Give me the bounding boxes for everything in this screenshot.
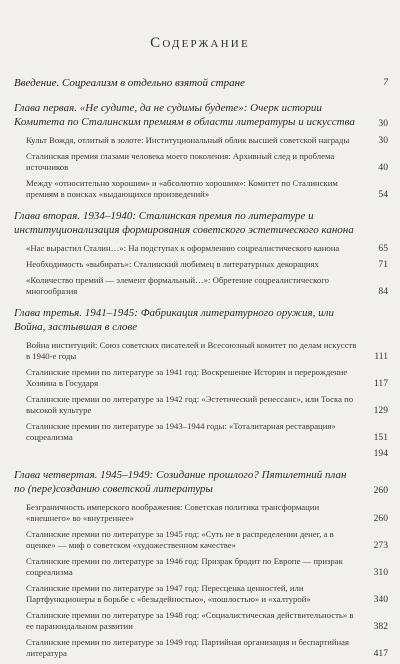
toc-section-title: Сталинские премии по литературе за 1949 год: Партийная организация и беспартийная литература bbox=[26, 637, 350, 658]
toc-chapter-3[interactable] bbox=[14, 306, 388, 334]
toc-section[interactable] bbox=[26, 243, 388, 254]
toc-section-page: 71 bbox=[378, 259, 388, 270]
toc-chapter-4[interactable] bbox=[14, 468, 388, 496]
toc-section-page: 117 bbox=[373, 378, 388, 389]
toc-section-title: Сталинские премии по литературе за 1948 год: «Социалистическая действительность» в ее параноидальном развитии bbox=[26, 610, 354, 631]
toc-section-page: 310 bbox=[373, 567, 388, 578]
toc-section-title: Сталинские премии по литературе за 1943–1944 годы: «Тоталитарная реставрация» соцреализма bbox=[26, 421, 336, 442]
toc-section-page: 111 bbox=[374, 351, 388, 362]
toc-section[interactable] bbox=[26, 367, 388, 389]
toc-section[interactable] bbox=[26, 394, 388, 416]
toc-section[interactable] bbox=[26, 135, 388, 146]
toc-section-title: Между «относительно хорошим» и «абсолютно хорошим»: Комитет по Сталинским премиям в поисках «выдающихся произведений» bbox=[26, 178, 338, 199]
toc-section-title: Сталинские премии по литературе за 1942 год: «Эстетический ренессанс», или Тоска по высокой культуре bbox=[26, 394, 354, 415]
page-title: Содержание bbox=[150, 35, 250, 51]
toc-section-title: Сталинские премии по литературе за 1947 год: Пересценка ценностей, или Партфункционеры в борьбе с «безыдейностью», «пошлостью» и «халтурой» bbox=[26, 583, 311, 604]
toc-chapter-4-page: 260 bbox=[373, 485, 388, 496]
toc-chapter-2-title: Глава вторая. 1934–1940: Сталинская премия по литературе и институционализация формирования советского эстетического канона bbox=[14, 210, 354, 236]
toc-section-page: 260 bbox=[373, 513, 388, 524]
toc-section-page: 417 bbox=[373, 648, 388, 659]
toc-chapter-3-title: Глава третья. 1941–1945: Фабрикация литературного оружия, или Война, застывшая в слове bbox=[14, 307, 334, 333]
toc-section-page: 30 bbox=[378, 135, 388, 146]
toc-section-title: Война институций: Союз советских писателей и Всесоюзный комитет по делам искусств в 1940-е годы bbox=[26, 340, 357, 361]
toc-section-page: 54 bbox=[378, 189, 388, 200]
toc-section-title: Безграничность имперского воображения: Советская политика трансформации «внешнего» во «внутреннее» bbox=[26, 502, 320, 523]
toc-chapter-1[interactable] bbox=[14, 101, 388, 129]
toc-section[interactable] bbox=[26, 529, 388, 551]
toc-chapter-1-title: Глава первая. «Не судите, да не судимы будете»: Очерк истории Комитета по Сталинским премиям в области литературы и искусства bbox=[14, 102, 355, 128]
toc-chapter-4-title: Глава четвертая. 1945–1949: Созидание прошлого? Пятилетний план по (пере)созданию советской литературы bbox=[14, 469, 347, 495]
toc-section-title: Сталинские премии по литературе за 1941 год: Воскрешение Истории и перерождение Хозяина в Государя bbox=[26, 367, 348, 388]
toc-intro-title: Введение. Соцреализм в отдельно взятой стране bbox=[14, 77, 245, 89]
toc-chapter-2[interactable] bbox=[14, 209, 388, 237]
toc-section[interactable] bbox=[26, 583, 388, 605]
toc-section[interactable] bbox=[26, 637, 388, 659]
toc-section-page: 84 bbox=[378, 286, 388, 297]
toc-chapter-1-page: 30 bbox=[378, 118, 388, 129]
toc-section-page: 129 bbox=[373, 405, 388, 416]
toc-section-title: Необходимость «выбирать»: Сталинский любимец в литературных декорациях bbox=[26, 259, 319, 269]
toc-section[interactable] bbox=[26, 448, 388, 459]
toc-section-title: Культ Вождя, отлитый в золоте: Институциональный облик высшей советской награды bbox=[26, 135, 350, 145]
toc-section-page: 194 bbox=[373, 448, 388, 459]
toc-section[interactable] bbox=[26, 556, 388, 578]
toc-section-page: 273 bbox=[373, 540, 388, 551]
toc-intro[interactable] bbox=[14, 76, 388, 90]
toc-section-title: Сталинские премии по литературе за 1945 год: «Суть не в распределении денег, а в оценке» — миф о советском «художественном качестве» bbox=[26, 529, 334, 550]
toc-section[interactable] bbox=[26, 151, 388, 173]
toc-section[interactable] bbox=[26, 610, 388, 632]
toc-section-page: 65 bbox=[378, 243, 388, 254]
toc-section-title: Сталинская премия глазами человека моего поколения: Архивный след и проблема источников bbox=[26, 151, 335, 172]
toc-section-page: 340 bbox=[373, 594, 388, 605]
table-of-contents bbox=[14, 76, 388, 664]
toc-section[interactable] bbox=[26, 421, 388, 443]
toc-section-title: Сталинские премии по литературе за 1946 год: Призрак бродит по Европе — призрак соцреализма bbox=[26, 556, 343, 577]
toc-section[interactable] bbox=[26, 275, 388, 297]
toc-section-title: «Нас вырастил Сталин…»: На подступах к оформлению соцреалистического канона bbox=[26, 243, 340, 253]
toc-section[interactable] bbox=[26, 502, 388, 524]
toc-section-page: 151 bbox=[373, 432, 388, 443]
toc-section[interactable] bbox=[26, 340, 388, 362]
toc-section[interactable] bbox=[26, 178, 388, 200]
toc-section-page: 382 bbox=[373, 621, 388, 632]
toc-section-page: 40 bbox=[378, 162, 388, 173]
toc-section[interactable] bbox=[26, 259, 388, 270]
toc-intro-page: 7 bbox=[383, 77, 388, 88]
toc-section-title: «Количество премий — элемент формальный…»: Обретение соцреалистического многообразия bbox=[26, 275, 329, 296]
